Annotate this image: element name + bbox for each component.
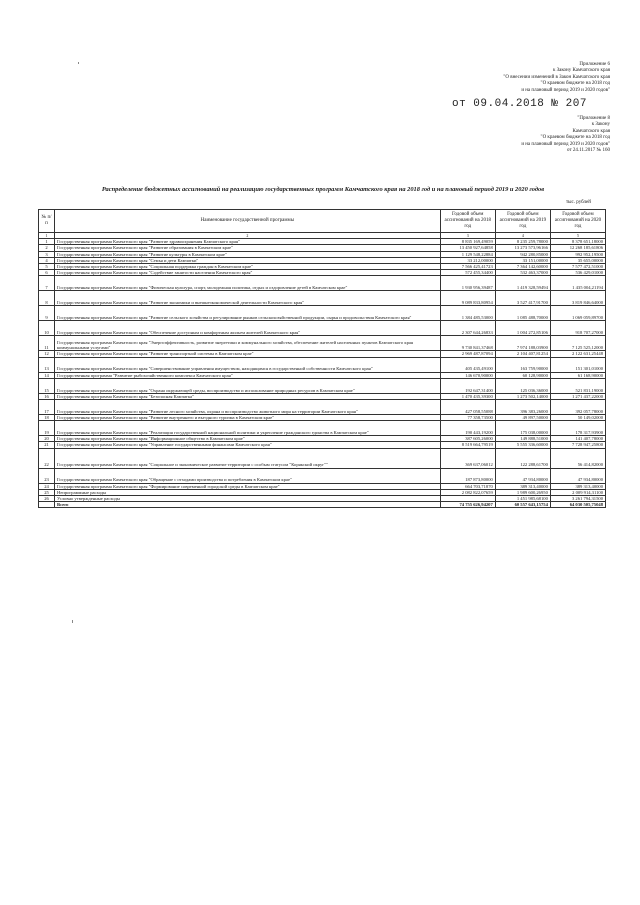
value-2018: 2 082 822,07659	[440, 489, 495, 495]
table-row	[39, 336, 606, 351]
row-number: 12	[39, 351, 55, 357]
value-2019: 2 104 407,81254	[495, 351, 550, 357]
row-number: 3	[39, 251, 55, 257]
header-line: Камчатского края	[572, 128, 610, 134]
program-name: Государственная программа Камчатского края "Содействие занятости населения Камчатского края"	[55, 270, 441, 276]
row-number: 18	[39, 415, 55, 421]
program-name: Государственная программа "Развитие рыбохозяйственного комплекса Камчатского края"	[55, 372, 441, 378]
value-2018: 9 730 841,37468	[440, 336, 495, 351]
total-number-cell	[39, 502, 55, 508]
row-number: 4	[39, 257, 55, 263]
row-number: 21	[39, 442, 55, 448]
document-title: Распределение бюджетных ассигнований на реализацию государственных программ Камчатского края на 2018 год и на плановый период 2019 и 2020 годов	[101, 186, 545, 193]
value-2019: 125 036,36000	[495, 378, 550, 393]
value-2019: 1 419 328,59494	[495, 276, 550, 291]
col-header-2020: Годовой объем ассигнований на 2020 год	[550, 210, 605, 233]
value-2019: 1 085 488,70000	[495, 306, 550, 321]
row-number: 6	[39, 270, 55, 276]
value-2020: 1 069 059,89700	[550, 306, 605, 321]
header-line: "О краевом бюджете на 2018 год	[540, 81, 610, 87]
program-name: Условно утвержденные расходы	[55, 496, 441, 502]
value-2020: 521 831,19000	[550, 378, 605, 393]
program-name: Государственная программа Камчатского края "Развитие транспортной системы в Камчатском крае"	[55, 351, 441, 357]
budget-table	[38, 209, 606, 508]
table-row	[39, 357, 606, 372]
program-name: Государственная программа Камчатского края "Развитие сельского хозяйства и регулирование рынков сельскохозяйственной продукции, сырья и продовольствия Камчатского края"	[55, 306, 441, 321]
value-2020: 8 378 651,18000	[550, 239, 605, 245]
program-name: Государственная программа Камчатского края "Обеспечение доступным и комфортным жильем жителей Камчатского края"	[55, 321, 441, 336]
col-index: 2	[55, 233, 441, 239]
value-2019: 5 555 336,60000	[495, 442, 550, 448]
table-row	[39, 291, 606, 306]
value-2018: 1 129 548,22884	[440, 251, 495, 257]
col-header-2019: Годовой объем ассигнований на 2019 год	[495, 210, 550, 233]
value-2020: 35 655,00000	[550, 257, 605, 263]
program-name: Государственная программа Камчатского края "Энергоэффективность, развитие энергетики и коммунального хозяйства, обеспечение жителей населенных пунктов Камчатского края коммунальными услугами"	[55, 336, 441, 351]
header-line: "Приложение 8	[577, 116, 610, 121]
value-2020: 47 934,80000	[550, 468, 605, 483]
value-2018: 369 637,06012	[440, 448, 495, 468]
value-2020: 3 261 794,31500	[550, 496, 605, 502]
total-row	[39, 502, 606, 508]
value-2020: 2 122 631,25448	[550, 351, 605, 357]
value-2018: 13 450 927,64858	[440, 245, 495, 251]
value-2018: 2 307 644,26833	[440, 321, 495, 336]
units-label: тыс. рублей	[566, 200, 591, 205]
value-2020: 12 268 185,61806	[550, 245, 605, 251]
value-2020: 7 728 947,25800	[550, 442, 605, 448]
table-row	[39, 448, 606, 468]
value-2018: 7 566 425,41723	[440, 264, 495, 270]
value-2020: 56 414,82000	[550, 448, 605, 468]
program-name: Государственная программа Камчатского края "Развитие образования в Камчатском крае"	[55, 245, 441, 251]
value-2018: 1 930 956,39487	[440, 276, 495, 291]
value-2019: 49 897,50000	[495, 415, 550, 421]
row-number: 10	[39, 321, 55, 336]
row-number: 8	[39, 291, 55, 306]
row-number: 9	[39, 306, 55, 321]
value-2019: 3 527 417,91700	[495, 291, 550, 306]
value-2018: 2 969 487,87094	[440, 351, 495, 357]
value-2020: 392 057,78000	[550, 400, 605, 415]
value-2019: 1 989 600,26950	[495, 489, 550, 495]
row-number: 26	[39, 496, 55, 502]
value-2019: 389 313,40000	[495, 483, 550, 489]
program-name: Государственная программа Камчатского края "Физическая культура, спорт, молодежная политика, отдых и оздоровление детей в Камчатском крае"	[55, 276, 441, 291]
row-number: 24	[39, 483, 55, 489]
total-2019: 60 557 643,15754	[495, 502, 550, 508]
value-2019: 8 235 259,78000	[495, 239, 550, 245]
program-name: Государственная программа Камчатского края "Развитие экономики и внешнеэкономической деятельности Камчатского края"	[55, 291, 441, 306]
value-2018: 664 703,71870	[440, 483, 495, 489]
value-2020: 536 429,01000	[550, 270, 605, 276]
value-2018: 192 647,31400	[440, 378, 495, 393]
program-name: Государственная программа Камчатского края "Формирование современной городской среды в Камчатском крае"	[55, 483, 441, 489]
value-2020: 389 313,40000	[550, 483, 605, 489]
value-2020: 918 707,27000	[550, 321, 605, 336]
row-number: 22	[39, 448, 55, 468]
value-2020: 2 009 914,31100	[550, 489, 605, 495]
scan-mark	[78, 62, 79, 64]
row-number: 13	[39, 357, 55, 372]
value-2018: 1 384 485,53000	[440, 306, 495, 321]
program-name: Государственная программа Камчатского края "Безопасная Камчатка"	[55, 393, 441, 399]
value-2020: 50 149,02000	[550, 415, 605, 421]
col-header-number: № п/п	[39, 210, 55, 233]
table-row	[39, 400, 606, 415]
value-2018: 187 873,80000	[440, 468, 495, 483]
col-index: 4	[495, 233, 550, 239]
header-line: и на плановый период 2019 и 2020 годов"	[521, 141, 610, 147]
value-2019: 396 383,26000	[495, 400, 550, 415]
row-number: 11	[39, 336, 55, 351]
value-2018: 77 358,73500	[440, 415, 495, 421]
value-2020: 7 125 525,12000	[550, 336, 605, 351]
col-index: 1	[39, 233, 55, 239]
table-header-row	[39, 210, 606, 233]
value-2018: 8 519 664,79519	[440, 442, 495, 448]
table-row	[39, 306, 606, 321]
col-header-2018: Годовой объем ассигнований на 2018 год	[440, 210, 495, 233]
program-name: Государственная программа Камчатского края "Развитие здравоохранения Камчатского края"	[55, 239, 441, 245]
program-name: Государственная программа Камчатского края "Развитие лесного хозяйства, охрана и воспроизводство животного мира на территории Камчатского края"	[55, 400, 441, 415]
value-2020: 3 819 846,64000	[550, 291, 605, 306]
program-name: Государственная программа Камчатского края "Управление государственными финансами Камчатского края"	[55, 442, 441, 448]
value-2020: 1 435 004,21194	[550, 276, 605, 291]
total-2020: 64 030 505,75048	[550, 502, 605, 508]
row-number: 19	[39, 421, 55, 436]
program-name: Государственная программа Камчатского края "Развитие внутреннего и въездного туризма в Камчатском крае"	[55, 415, 441, 421]
value-2018: 8 835 169,49059	[440, 239, 495, 245]
value-2019: 47 934,80000	[495, 468, 550, 483]
row-number: 1	[39, 239, 55, 245]
header-line: к Закону Камчатского края	[552, 68, 610, 74]
program-name: Государственная программа Камчатского края "Социальная поддержка граждан в Камчатском крае"	[55, 264, 441, 270]
row-number: 2	[39, 245, 55, 251]
row-number: 5	[39, 264, 55, 270]
header-line: и на плановый период 2019 и 2020 годов"	[521, 87, 610, 93]
value-2018: 9 089 833,80954	[440, 291, 495, 306]
program-name: Государственная программа Камчатского края "Обращение с отходами производства и потребления в Камчатском крае"	[55, 468, 441, 483]
value-2019: 942 280,85000	[495, 251, 550, 257]
value-2020: 151 301,01000	[550, 357, 605, 372]
program-name: Государственная программа Камчатского края "Реализация государственной национальной политики и укрепление гражданского единства в Камчатском крае"	[55, 421, 441, 436]
program-name: Непрограммные расходы	[55, 489, 441, 495]
program-name: Государственная программа Камчатского края "Семья и дети Камчатки"	[55, 257, 441, 263]
value-2020: 992 952,19500	[550, 251, 605, 257]
program-name: Государственная программа Камчатского края "Совершенствование управления имуществом, находящимся в государственной собственности Камчатского края"	[55, 357, 441, 372]
total-label: Всего	[55, 502, 441, 508]
row-number: 14	[39, 372, 55, 378]
amendment-stamp: от 09.04.2018 № 207	[452, 98, 587, 110]
value-2019: 149 888,51000	[495, 436, 550, 442]
row-number: 23	[39, 468, 55, 483]
value-2019: 175 038,00000	[495, 421, 550, 436]
scan-mark	[72, 620, 73, 623]
value-2020: 61 168,90000	[550, 372, 605, 378]
value-2019: 7 364 142,60000	[495, 264, 550, 270]
value-2018: 427 058,55088	[440, 400, 495, 415]
value-2019: 1 273 502,14000	[495, 393, 550, 399]
original-appendix-header	[521, 116, 610, 154]
program-name: Государственная программа Камчатского края "Информационное общество в Камчатском крае"	[55, 436, 441, 442]
header-line: "О внесении изменений в Закон Камчатского края	[503, 74, 610, 80]
table-row	[39, 421, 606, 436]
value-2019: 1 004 272,85106	[495, 321, 550, 336]
col-header-name: Наименование государственной программы	[55, 210, 441, 233]
program-name: Государственная программа Камчатского края "Развитие культуры в Камчатском крае"	[55, 251, 441, 257]
row-number: 17	[39, 400, 55, 415]
value-2019: 33 151,00000	[495, 257, 550, 263]
row-number: 25	[39, 489, 55, 495]
value-2019: 7 974 188,03900	[495, 336, 550, 351]
value-2018: 146 670,90000	[440, 372, 495, 378]
value-2019: 60 128,90000	[495, 372, 550, 378]
header-line: от 24.11.2017 № 160	[567, 148, 610, 154]
program-name: Государственная программа Камчатского края "Социальное и экономическое развитие территории с особым статусом "Корякский округ""	[55, 448, 441, 468]
value-2018: 1 470 435,39300	[440, 393, 495, 399]
program-name: Государственная программа Камчатского края "Охрана окружающей среды, воспроизводство и использование природных ресурсов в Камчатском крае"	[55, 378, 441, 393]
value-2018: 572 455,34400	[440, 270, 495, 276]
header-line: "О краевом бюджете на 2018 год	[540, 135, 610, 141]
total-2018: 74 755 626,94207	[440, 502, 495, 508]
value-2020: 7 577 472,51000	[550, 264, 605, 270]
row-number: 20	[39, 436, 55, 442]
value-2019: 163 759,90000	[495, 357, 550, 372]
value-2020: 141 407,78000	[550, 436, 605, 442]
value-2020: 1 271 437,22000	[550, 393, 605, 399]
row-number: 16	[39, 393, 55, 399]
value-2018: 190 443,19200	[440, 421, 495, 436]
col-index: 3	[440, 233, 495, 239]
value-2019: 122 288,61700	[495, 448, 550, 468]
value-2018: 33 212,00000	[440, 257, 495, 263]
value-2020: 178 317,93900	[550, 421, 605, 436]
header-line: Приложение 6	[579, 62, 610, 67]
col-index: 5	[550, 233, 605, 239]
value-2019: 13 273 573,96166	[495, 245, 550, 251]
table-row	[39, 468, 606, 483]
value-2018: 405 435,49100	[440, 357, 495, 372]
value-2019: 1 451 985,68100	[495, 496, 550, 502]
table-row	[39, 321, 606, 336]
table-row	[39, 378, 606, 393]
value-2018: 387 605,26000	[440, 436, 495, 442]
appendix-header	[503, 62, 610, 94]
row-number: 7	[39, 276, 55, 291]
table-row	[39, 276, 606, 291]
header-line: к Закону	[591, 122, 610, 128]
row-number: 15	[39, 378, 55, 393]
value-2019: 532 463,37000	[495, 270, 550, 276]
